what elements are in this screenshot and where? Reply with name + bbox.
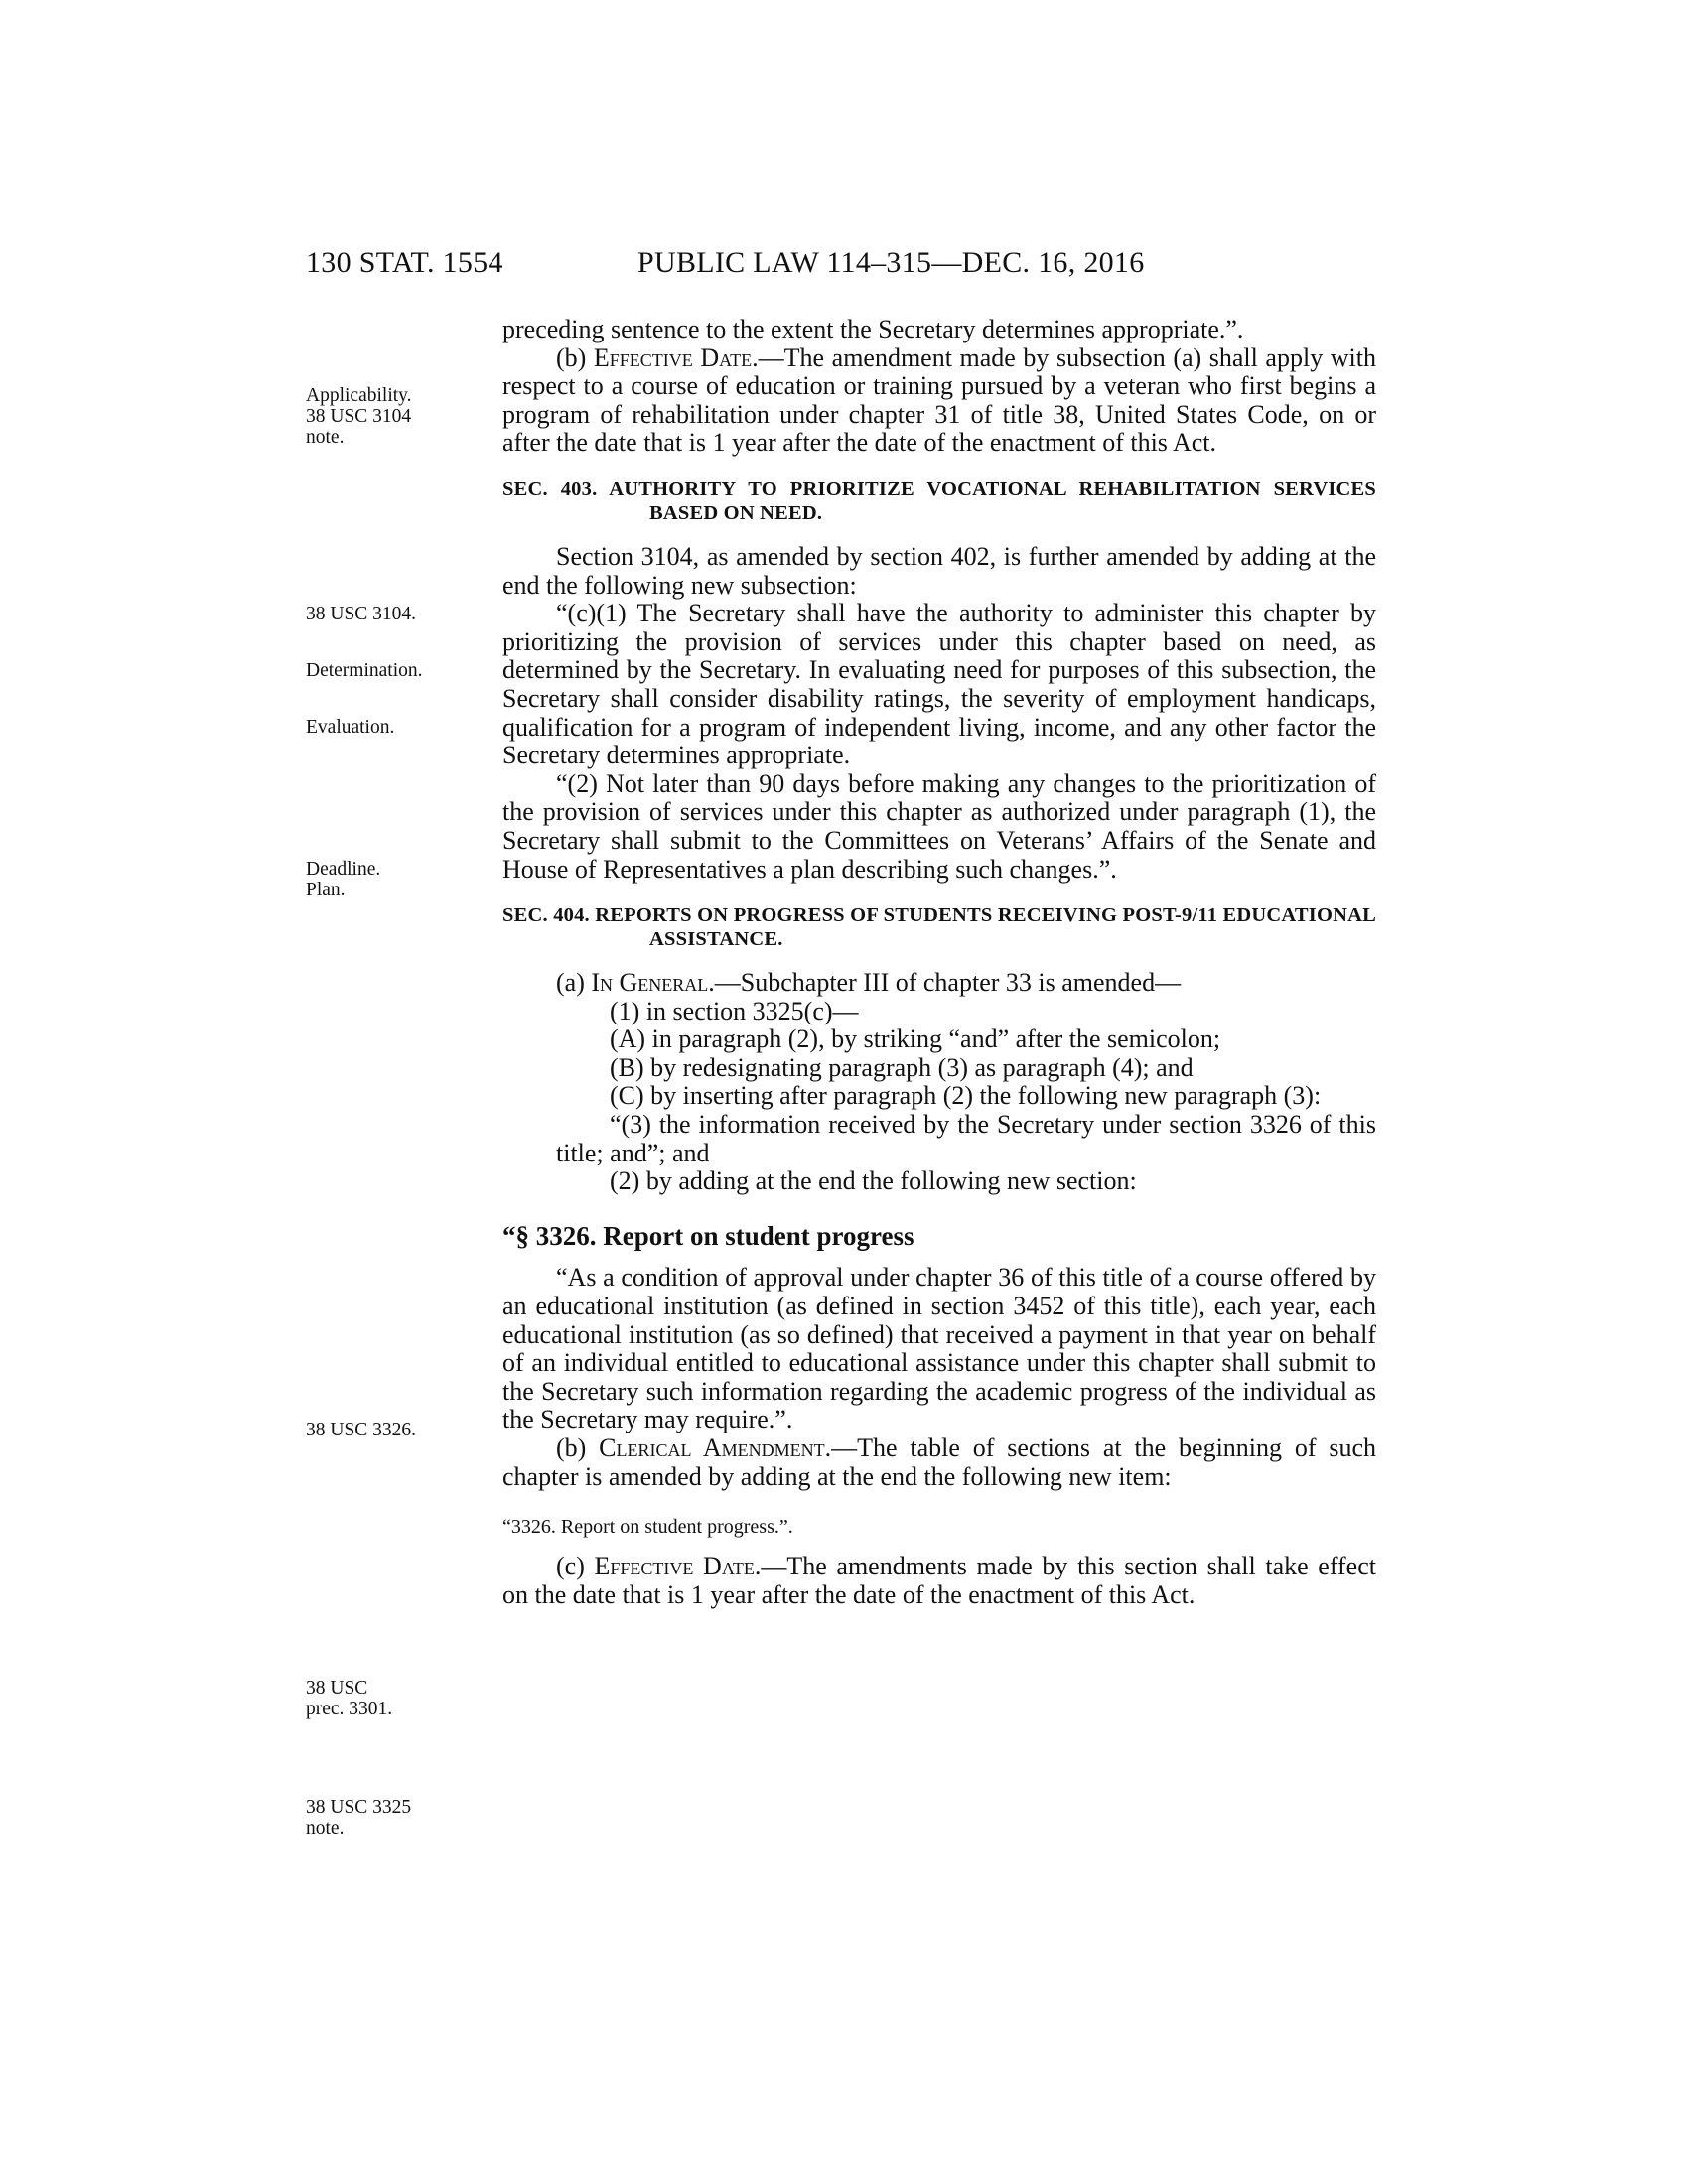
table-item: “3326. Report on student progress.”. (502, 1516, 793, 1539)
paragraph-text: —The table of sections at the beginning of such chapter is amended by adding at the end the following new item: (502, 1433, 1376, 1491)
section-404-heading: SEC. 404. REPORTS ON PROGRESS OF STUDENTS RECEIVING POST-9/11 EDUCATIONAL ASSISTANCE. (502, 904, 1376, 951)
paragraph-effective-date-c (502, 1553, 1376, 1609)
margin-note-evaluation: Evaluation. (306, 717, 395, 738)
margin-note-line: 38 USC 3325 (306, 1797, 412, 1818)
paragraph-c1: “(c)(1) The Secretary shall have the authority to administer this chapter by prioritizing the provision of services under this chapter based on need, as determined by the Secretary. In evaluating need for purposes of this subsection, the Secretary shall consider disability ratings, the severity of employment handicaps, qualification for a program of independent living, income, and any other factor the Secretary determines appropriate. (502, 599, 1376, 770)
margin-note-usc-3325 (306, 1797, 445, 1839)
heading-smallcaps: Clerical Amendment. (599, 1433, 832, 1462)
margin-note-line: Applicability. (306, 385, 412, 406)
label: (b) (556, 342, 594, 372)
heading-smallcaps: In General. (591, 968, 715, 998)
margin-note-line: 38 USC (306, 1678, 368, 1699)
paragraph-in-general (502, 969, 1376, 998)
margin-note-applicability (306, 385, 445, 448)
paragraph-text: —Subchapter III of chapter 33 is amended— (714, 968, 1182, 998)
margin-note-determination: Determination. (306, 660, 423, 681)
paragraph-effective-date-b (502, 344, 1376, 458)
margin-note-line: prec. 3301. (306, 1699, 393, 1719)
margin-note-line: Deadline. (306, 859, 381, 880)
paragraph-item-2: (2) by adding at the end the following new section: (610, 1166, 1137, 1196)
section-403-heading: SEC. 403. AUTHORITY TO PRIORITIZE VOCATIONAL REHABILITATION SERVICES BASED ON NEED. (502, 478, 1376, 524)
paragraph-clerical-amendment (502, 1434, 1376, 1491)
paragraph-c2: “(2) Not later than 90 days before making any changes to the prioritization of the provision of services under this chapter as authorized under paragraph (1), the Secretary shall submit to the Committees on Veterans’ Affairs of the Senate and House of Representatives a plan describing such changes.”. (502, 768, 1376, 884)
label: (c) (556, 1552, 595, 1581)
label: (a) (556, 968, 592, 998)
paragraph-item-A: (A) in paragraph (2), by striking “and” after the semicolon; (610, 1024, 1221, 1054)
paragraph-condition: “As a condition of approval under chapter 36 of this title of a course offered by an educational institution (as defined in section 3452 of this title), each year, each educational institution (as so defined) that received a payment in that year on behalf of an individual entitled to educational assistance under this chapter shall submit to the Secretary such information regarding the academic progress of the individual as the Secretary may require.”. (502, 1263, 1376, 1434)
section-3326-title: “§ 3326. Report on student progress (502, 1220, 914, 1251)
margin-note-usc-3326: 38 USC 3326. (306, 1420, 417, 1440)
margin-note-line: Plan. (306, 880, 346, 900)
margin-note-deadline-plan (306, 859, 445, 900)
paragraph-quoted-3: “(3) the information received by the Secretary under section 3326 of this title; and”; and (556, 1110, 1376, 1167)
paragraph-text: —The amendments made by this section shall take effect on the date that is 1 year after the date of the enactment of this Act. (502, 1552, 1376, 1609)
label: (b) (556, 1433, 600, 1462)
margin-note-line: note. (306, 1818, 345, 1839)
heading-smallcaps: Effective Date. (594, 1552, 762, 1581)
paragraph-item-C: (C) by inserting after paragraph (2) the following new paragraph (3): (610, 1081, 1322, 1111)
margin-note-line: note. (306, 427, 345, 448)
paragraph-continuation: preceding sentence to the extent the Secretary determines appropriate.”. (502, 315, 1244, 343)
paragraph-item-B: (B) by redesignating paragraph (3) as paragraph (4); and (610, 1052, 1194, 1082)
statute-page-number: 130 STAT. 1554 (306, 246, 503, 279)
margin-note-line: 38 USC 3104 (306, 406, 412, 427)
heading-smallcaps: Effective Date. (593, 342, 759, 372)
margin-note-usc-prec (306, 1678, 445, 1719)
paragraph-text: —The amendment made by subsection (a) shall apply with respect to a course of education or training pursued by a veteran who first begins a program of rehabilitation under chapter 31 of title 38, United States Code, on or after the date that is 1 year after the date of the enactment of this Act. (502, 342, 1376, 458)
paragraph-section-3104: Section 3104, as amended by section 402, is further amended by adding at the end the following new subsection: (502, 541, 1376, 600)
margin-note-usc-3104: 38 USC 3104. (306, 604, 417, 624)
paragraph-item-1: (1) in section 3325(c)— (610, 996, 859, 1025)
body-text (502, 316, 1376, 1609)
running-header: PUBLIC LAW 114–315—DEC. 16, 2016 (637, 246, 1145, 279)
